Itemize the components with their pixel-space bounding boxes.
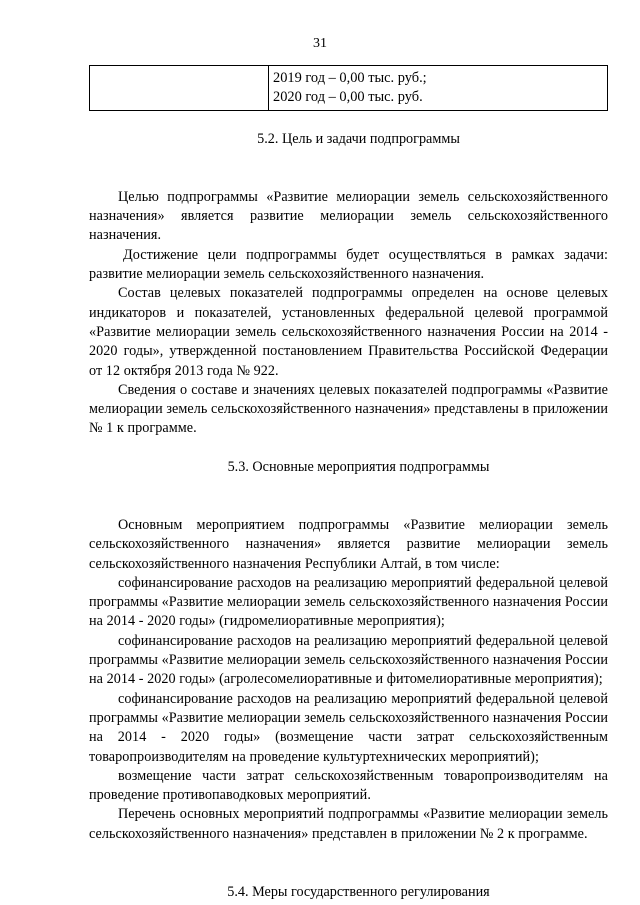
paragraph-indicators-info: Сведения о составе и значениях целевых показателей подпрограммы «Развитие мелиорации земель сельскохозяйственного назначения» представлены в приложении № 1 к программе.	[89, 381, 608, 437]
page-number: 31	[313, 36, 327, 51]
budget-table	[89, 65, 608, 111]
paragraph-indicators: Состав целевых показателей подпрограммы определен на основе целевых индикаторов и показателей, установленных федеральной целевой программой «Развитие мелиорации земель сельскохозяйственного назначения России на 2014 - 2020 годы», утвержденной постановлением Правительства Российской Федерации от 12 октября 2013 года № 922.	[89, 285, 608, 379]
section-title-5-2: 5.2. Цель и задачи подпрограммы	[257, 131, 460, 147]
paragraph-main-measure: Основным мероприятием подпрограммы «Развитие мелиорации земель сельскохозяйственного назначения» является развитие мелиорации земель сельскохозяйственного назначения Республики Алтай, в том числе:	[89, 516, 608, 572]
section-title-5-3: 5.3. Основные мероприятия подпрограммы	[227, 459, 490, 476]
budget-line-2020: 2020 год – 0,00 тыс. руб.	[273, 89, 423, 105]
list-item-hydro: софинансирование расходов на реализацию мероприятий федеральной целевой программы «Развитие мелиорации земель сельскохозяйственного назначения России на 2014 - 2020 годы» (гидромелиоративные мероприятия);	[89, 574, 608, 630]
list-item-agroforest: софинансирование расходов на реализацию мероприятий федеральной целевой программы «Развитие мелиорации земель сельскохозяйственного назначения России на 2014 - 2020 годы» (агролесомелиоративные и фитомелиоративные мероприятия);	[89, 632, 608, 688]
document-body	[89, 130, 608, 902]
paragraph-goal: Целью подпрограммы «Развитие мелиорации земель сельскохозяйственного назначения» является развитие мелиорации земель сельскохозяйственного назначения.	[89, 188, 608, 244]
table-cell-empty	[90, 66, 269, 110]
paragraph-list-reference: Перечень основных мероприятий подпрограммы «Развитие мелиорации земель сельскохозяйственного назначения» представлен в приложении № 2 к программе.	[89, 806, 608, 842]
paragraph-task: Достижение цели подпрограммы будет осуществляться в рамках задачи: развитие мелиорации земель сельскохозяйственного назначения.	[89, 246, 608, 283]
table-cell-budget	[269, 66, 607, 110]
section-title-5-4: 5.4. Меры государственного регулирования	[227, 883, 490, 900]
list-item-flood: возмещение части затрат сельскохозяйственным товаропроизводителям на проведение противопаводковых мероприятий.	[89, 767, 608, 804]
list-item-cultural: софинансирование расходов на реализацию мероприятий федеральной целевой программы «Развитие мелиорации земель сельскохозяйственного назначения России на 2014 - 2020 годы» (возмещение части затрат сельскохозяйственным товаропроизводителям на проведение культуртехнических мероприятий);	[89, 690, 608, 765]
budget-line-2019: 2019 год – 0,00 тыс. руб.;	[273, 70, 427, 86]
